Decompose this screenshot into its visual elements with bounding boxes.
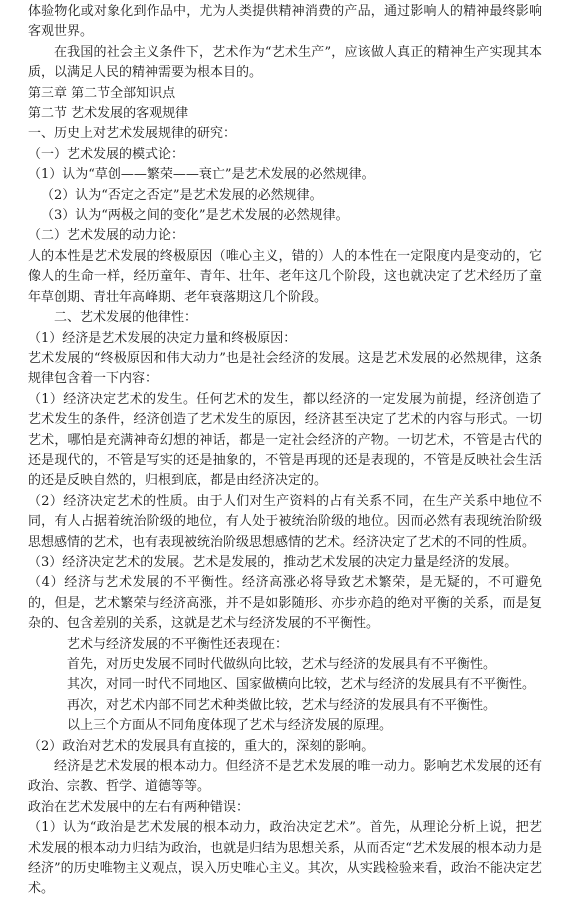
paragraph: 艺术发展的“终极原因和伟大动力”也是社会经济的发展。这是艺术发展的必然规律，这条规律包含着一下内容：: [28, 350, 542, 387]
paragraph: （4）经济与艺术发展的不平衡性。经济高涨必将导致艺术繁荣，是无疑的，不可避免的，但是，艺术繁荣与经济高涨，并不是如影随形、亦步亦趋的绝对平衡的关系，而是复杂的、包含差别的关系，这就是艺术与经济发展的不平衡性。: [28, 575, 542, 632]
list-item: 其次，对同一时代不同地区、国家做横向比较，艺术与经济的发展具有不平衡性。: [67, 677, 536, 693]
list-item: 首先，对历史发展不同时代做纵向比较，艺术与经济的发展具有不平衡性。: [67, 657, 497, 672]
paragraph: （3）经济决定艺术的发展。艺术是发展的，推动艺术发展的决定力量是经济的发展。: [28, 554, 518, 570]
paragraph: （2）经济决定艺术的性质。由于人们对生产资料的占有关系不同，在生产关系中地位不同，有人占据着统治阶级的地位，有人处于被统治阶级的地位。因而必然有表现统治阶级思想感情的艺术，也有表现被统治阶级思想感情的艺术。经济决定了艺术的不同的性质。: [28, 493, 542, 550]
paragraph: （1）经济决定艺术的发生。任何艺术的发生，都以经济的一定发展为前提，经济创造了艺术发生的条件，经济创造了艺术发生的原因，经济甚至决定了艺术的内容与形式。一切艺术，哪怕是充满神奇幻想的神话，都是一定社会经济的产物。一切艺术，不管是古代的还是现代的，不管是写实的还是抽象的，不管是再现的还是表现的，不管是反映社会生活的还是反映自然的，归根到底，都是由经济决定的。: [28, 391, 542, 489]
list-item: （2）认为“否定之否定”是艺术发展的必然规律。: [41, 187, 323, 203]
list-item: 再次，对艺术内部不同艺术种类做比较，艺术与经济的发展具有不平衡性。: [67, 697, 497, 713]
subheading: （二）艺术发展的动力论：: [28, 228, 185, 244]
section-heading: 第二节 艺术发展的客观规律: [28, 106, 189, 122]
paragraph: 以上三个方面从不同角度体现了艺术与经济发展的原理。: [67, 718, 393, 734]
section-heading: 第三章 第二节全部知识点: [28, 85, 176, 101]
subheading: （一）艺术发展的模式论：: [28, 146, 185, 162]
paragraph: 在我国的社会主义条件下，艺术作为“艺术生产”，应该做人真正的精神生产实现其本质，以满足人民的精神需要为根本目的。: [28, 44, 542, 81]
paragraph: 政治在艺术发展中的左右有两种错误：: [28, 799, 250, 815]
subheading: （2）政治对艺术的发展具有直接的，重大的，深刻的影响。: [28, 738, 375, 754]
paragraph: 艺术与经济发展的不平衡性还表现在：: [67, 636, 289, 652]
heading: 一、历史上对艺术发展规律的研究：: [28, 126, 237, 142]
paragraph: （1）认为“政治是艺术发展的根本动力，政治决定艺术”。首先，从理论分析上说，把艺术发展的根本动力归结为政治，也就是归结为思想关系，从而否定“艺术发展的根本动力是经济”的历史唯物主义观点，误入历史唯心主义。其次，从实践检验来看，政治不能决定艺术。: [28, 820, 542, 897]
paragraph: 体验物化或对象化到作品中，尤为人类提供精神消费的产品，通过影响人的精神最终影响客观世界。: [28, 4, 542, 40]
list-item: （1）认为“草创——繁荣——衰亡”是艺术发展的必然规律。: [28, 167, 375, 183]
paragraph: 经济是艺术发展的根本动力。但经济不是艺术发展的唯一动力。影响艺术发展的还有政治、宗教、哲学、道德等等。: [28, 759, 542, 795]
heading: 二、艺术发展的他律性：: [54, 310, 198, 326]
subheading: （1）经济是艺术发展的决定力量和终极原因：: [28, 330, 297, 346]
list-item: （3）认为“两极之间的变化”是艺术发展的必然规律。: [41, 208, 349, 224]
paragraph: 人的本性是艺术发展的终极原因（唯心主义，错的）人的本性在一定限度内是变动的，它像人的生命一样，经历童年、青年、壮年、老年这几个阶段，这也就决定了艺术经历了童年草创期、青壮年高峰期、老年衰落期这几个阶段。: [28, 248, 542, 305]
